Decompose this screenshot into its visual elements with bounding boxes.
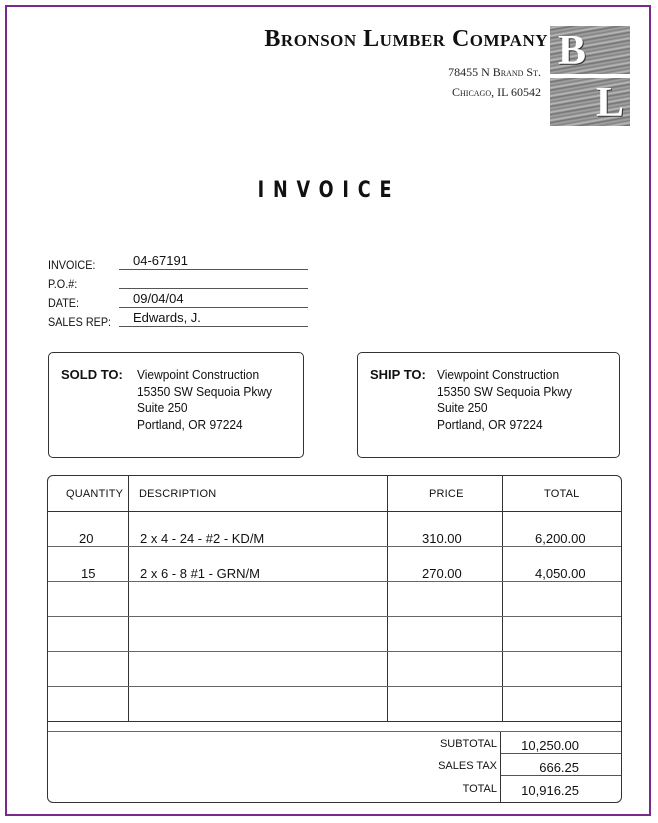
logo-tile-bottom (550, 78, 630, 126)
sold-to-line: Viewpoint Construction (137, 367, 260, 382)
sold-to-box (48, 352, 304, 458)
sales-rep-value: Edwards, J. (119, 311, 308, 327)
row-divider (48, 546, 621, 547)
header-description: DESCRIPTION (139, 488, 217, 500)
row-divider (48, 651, 621, 652)
sales-rep-label: SALES REP: (48, 315, 112, 329)
items-bottom-divider (48, 721, 621, 722)
header-quantity: QUANTITY (66, 488, 124, 500)
ship-to-label: SHIP TO: (370, 367, 426, 382)
sold-to-line: Portland, OR 97224 (137, 416, 243, 432)
column-divider (128, 476, 129, 721)
header-price: PRICE (429, 488, 464, 500)
row-1-description: 2 x 4 - 24 - #2 - KD/M (140, 531, 265, 546)
totals-divider (500, 732, 501, 802)
sold-to-line: 15350 SW Sequoia Pkwy (137, 383, 272, 399)
totals-top-divider (48, 731, 621, 732)
ship-to-line: 15350 SW Sequoia Pkwy (437, 383, 572, 399)
subtotal-value: 10,250.00 (521, 738, 579, 753)
sold-to-line: Suite 250 (137, 400, 188, 415)
sales-tax-value: 666.25 (539, 760, 579, 775)
date-row (48, 292, 308, 310)
company-logo (550, 26, 630, 126)
company-address-line-2: Chicago, IL 60542 (452, 85, 541, 99)
sales-tax-underline (500, 775, 621, 776)
document-title: INVOICE (257, 178, 401, 203)
date-value: 09/04/04 (119, 292, 308, 308)
sold-to-label: SOLD TO: (61, 367, 123, 382)
ship-to-line: Portland, OR 97224 (437, 416, 543, 432)
po-number-row (48, 273, 308, 291)
row-divider (48, 686, 621, 687)
sales-tax-label: SALES TAX (438, 760, 497, 772)
invoice-number-row (48, 254, 308, 272)
row-2-quantity: 15 (81, 566, 96, 581)
logo-letter-b: B (558, 28, 587, 74)
column-divider (502, 476, 503, 721)
row-1-total: 6,200.00 (535, 531, 586, 546)
po-number-label: P.O.#: (48, 277, 78, 291)
total-label: TOTAL (462, 783, 497, 795)
logo-letter-l: L (596, 80, 625, 126)
header-divider (48, 511, 621, 512)
company-address-line-1: 78455 N Brand St. (448, 65, 541, 79)
ship-to-address (437, 367, 572, 433)
invoice-number-label: INVOICE: (48, 258, 96, 272)
ship-to-line: Viewpoint Construction (437, 367, 560, 382)
row-1-quantity: 20 (79, 531, 94, 546)
row-2-description: 2 x 6 - 8 #1 - GRN/M (140, 566, 260, 581)
sold-to-address (137, 367, 272, 433)
row-2-price: 270.00 (422, 566, 462, 581)
ship-to-line: Suite 250 (437, 400, 488, 415)
company-name: Bronson Lumber Company (264, 26, 548, 52)
subtotal-underline (500, 753, 621, 754)
row-1-price: 310.00 (422, 531, 462, 546)
invoice-number-value: 04-67191 (119, 254, 308, 270)
subtotal-label: SUBTOTAL (439, 738, 497, 750)
logo-tile-top (550, 26, 630, 74)
line-items-table (47, 475, 622, 803)
date-label: DATE: (48, 296, 80, 310)
column-divider (387, 476, 388, 721)
row-divider (48, 616, 621, 617)
row-divider (48, 581, 621, 582)
ship-to-box (357, 352, 620, 458)
sales-rep-row (48, 311, 308, 329)
po-number-value (119, 273, 308, 289)
total-value: 10,916.25 (521, 783, 579, 798)
company-address (448, 62, 541, 102)
row-2-total: 4,050.00 (535, 566, 586, 581)
header-total: TOTAL (544, 488, 580, 500)
